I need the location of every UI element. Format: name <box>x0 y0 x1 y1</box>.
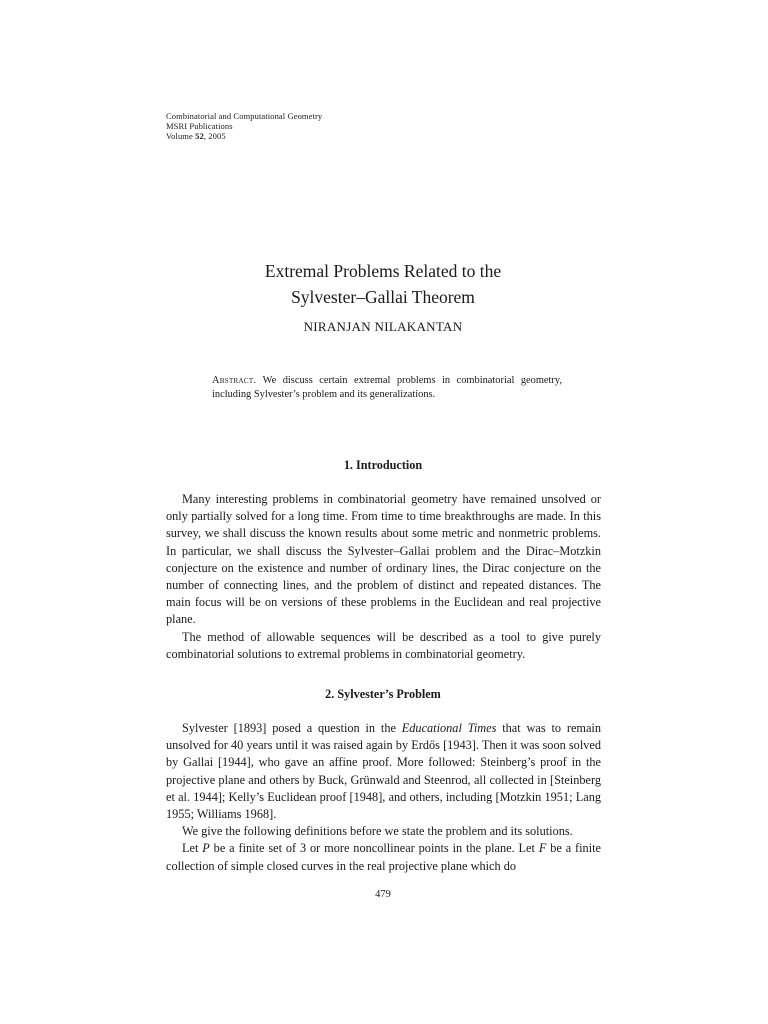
math-variable-p: P <box>202 841 210 856</box>
abstract-label: Abstract. <box>212 375 257 386</box>
volume-line <box>166 131 322 141</box>
sylvesters-problem-body <box>166 720 601 875</box>
text-run: be a finite set of 3 or more noncollinear points in the plane. Let <box>209 841 539 856</box>
author-name: NIRANJAN NILAKANTAN <box>303 319 463 334</box>
text-run: that was to remain unsolved for 40 years until it was raised again by Erdős [1943]. Then it was soon solved by Gallai [1944], who gave an affine proof. More followed: Steinberg’s proof in the projective plane and others by Buck, Grünwald and Steenrod, all collected in [Steinberg et al. 1944]; Kelly’s Euclidean proof [1948], and others, including [Motzkin 1951; Lang 1955; Williams 1968]. <box>166 721 601 822</box>
paragraph: We give the following definitions before we state the problem and its solutions. <box>182 824 573 839</box>
paragraph: Many interesting problems in combinatorial geometry have remained unsolved or only partially solved for a long time. From time to time breakthroughs are made. In this survey, we shall discuss the known results about some metric and nonmetric problems. In particular, we shall discuss the Sylvester–Gallai problem and the Dirac–Motzkin conjecture on the existence and number of ordinary lines, the Dirac conjecture on the number of connecting lines, and the problem of distinct and repeated distances. The main focus will be on versions of these problems in the Euclidean and real projective plane. <box>166 492 601 627</box>
paragraph <box>166 840 601 874</box>
volume-number: 52 <box>195 131 204 141</box>
journal-name: Educational Times <box>401 721 497 735</box>
text-run: Let <box>182 841 203 856</box>
volume-label: Volume <box>166 131 196 141</box>
paragraph <box>166 720 601 823</box>
title-line-2: Sylvester–Gallai Theorem <box>291 287 475 307</box>
series-name: Combinatorial and Computational Geometry <box>166 111 323 121</box>
math-variable-f: F <box>538 841 547 856</box>
introduction-body <box>166 491 601 663</box>
paper-title <box>166 258 600 310</box>
text-run: Sylvester [1893] posed a question in the <box>182 721 402 735</box>
journal-header <box>166 111 322 141</box>
publisher-name: MSRI Publications <box>166 121 233 131</box>
section-heading-sylvesters-problem: 2. Sylvester’s Problem <box>325 687 441 701</box>
abstract <box>212 374 562 402</box>
paragraph: The method of allowable sequences will be described as a tool to give purely combinatorial solutions to extremal problems in combinatorial geometry. <box>166 629 601 661</box>
page-number: 479 <box>375 889 391 900</box>
text-run: be a finite collection of simple closed curves in the real projective plane which do <box>166 841 601 873</box>
section-heading-introduction: 1. Introduction <box>343 458 423 472</box>
title-line-1: Extremal Problems Related to the <box>264 261 502 281</box>
volume-year: , 2005 <box>203 131 226 141</box>
abstract-text: We discuss certain extremal problems in combinatorial geometry, including Sylvester’s problem and its generalizations. <box>212 375 562 400</box>
